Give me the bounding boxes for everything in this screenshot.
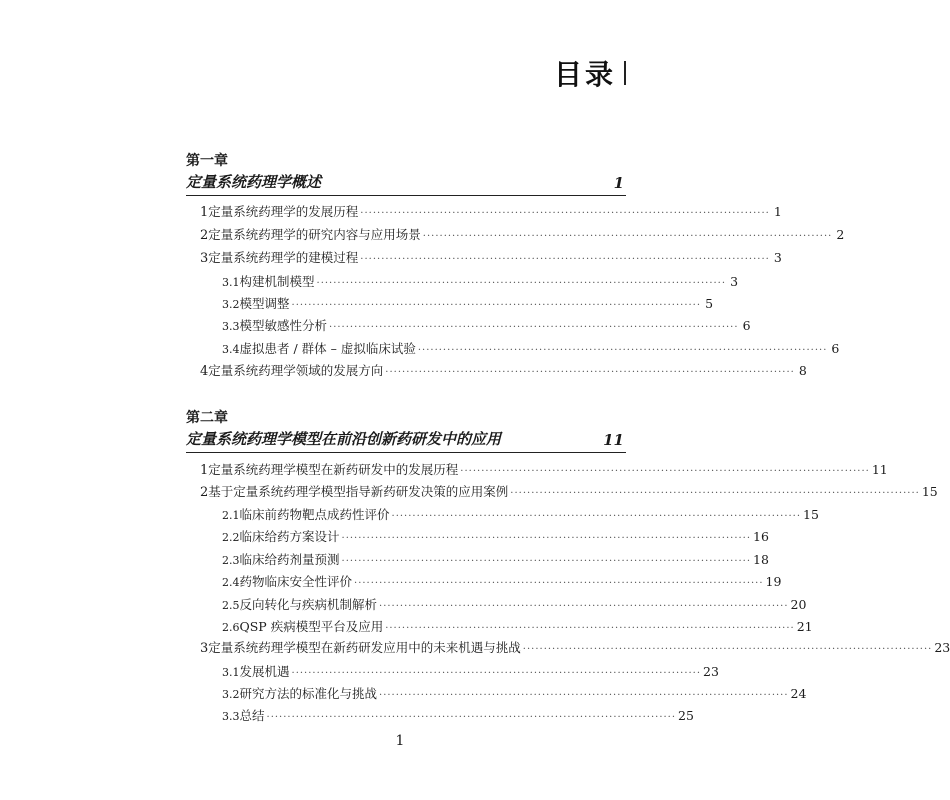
entry-number: 3 (200, 641, 209, 656)
entry-page: 19 (765, 574, 782, 589)
entry-text: 构建机制模型 (239, 274, 315, 289)
entry-page: 21 (796, 619, 813, 634)
entry-text: 模型敏感性分析 (239, 318, 328, 333)
toc-subentry[interactable] (222, 316, 751, 334)
entry-page: 24 (790, 686, 807, 701)
entry-text: 定量系统药理学的研究内容与应用场景 (208, 227, 421, 242)
chapter-1-header (186, 152, 626, 196)
dot-leader: ·································································································· (417, 345, 828, 356)
entry-number: 2 (200, 485, 209, 500)
entry-text: 模型调整 (239, 296, 290, 311)
dot-leader: ·································································································· (422, 231, 833, 242)
entry-number: 2.1 (222, 509, 240, 522)
entry-number: 2 (200, 228, 209, 243)
toc-entry[interactable] (200, 482, 938, 500)
dot-leader: ·································································································· (379, 601, 789, 612)
dot-leader: ·································································································· (379, 690, 789, 701)
toc-entry[interactable] (200, 638, 950, 656)
dot-leader: ·································································································· (360, 208, 770, 219)
toc-entry[interactable] (200, 460, 888, 478)
entry-page: 3 (773, 250, 782, 265)
chapter-label: 第一章 (186, 153, 228, 169)
dot-leader: ·································································································· (329, 322, 739, 333)
entry-number: 2.3 (222, 554, 240, 567)
entry-page: 6 (831, 341, 840, 356)
dot-leader: ·································································································· (460, 466, 870, 477)
dot-leader: ·································································································· (385, 367, 795, 378)
toc-heading (554, 53, 626, 93)
dot-leader: ·································································································· (341, 556, 752, 567)
dot-leader: ·································································································· (291, 300, 702, 311)
toc-subentry[interactable] (222, 294, 714, 312)
toc-subentry[interactable] (222, 339, 840, 357)
entry-number: 2.5 (222, 599, 240, 612)
toc-subentry[interactable] (222, 684, 807, 702)
entry-page: 2 (836, 227, 845, 242)
entry-page: 20 (790, 597, 807, 612)
toc-entry[interactable] (200, 361, 807, 379)
entry-page: 15 (921, 484, 938, 499)
toc-subentry[interactable] (222, 527, 769, 545)
entry-text: 药物临床安全性评价 (239, 574, 353, 589)
entry-number: 3 (200, 251, 209, 266)
entry-page: 23 (703, 664, 719, 679)
entry-page: 25 (678, 708, 694, 723)
entry-number: 2.4 (222, 576, 240, 589)
dot-leader: ·································································································· (360, 254, 770, 265)
chapter-page: 11 (603, 431, 624, 449)
entry-page: 16 (753, 529, 769, 544)
chapter-title-row[interactable] (186, 171, 626, 196)
entry-number: 3.1 (222, 666, 240, 679)
dot-leader: ·································································································· (510, 488, 920, 499)
chapter-title-row[interactable] (186, 428, 626, 453)
entry-text: 定量系统药理学模型在新药研发中的发展历程 (208, 462, 459, 477)
toc-subentry[interactable] (222, 595, 807, 613)
entry-number: 3.2 (222, 298, 240, 311)
toc-subentry[interactable] (222, 662, 719, 680)
entry-text: 定量系统药理学模型在新药研发应用中的未来机遇与挑战 (208, 640, 521, 655)
entry-number: 4 (200, 364, 209, 379)
dot-leader: ·································································································· (354, 578, 764, 589)
entry-page: 8 (798, 363, 807, 378)
toc-subentry[interactable] (222, 572, 782, 590)
dot-leader: ·································································································· (385, 623, 795, 634)
entry-number: 3.3 (222, 710, 240, 723)
dot-leader: ·································································································· (522, 644, 933, 655)
entry-text: 定量系统药理学的建模过程 (208, 250, 359, 265)
dot-leader: ·································································································· (341, 533, 752, 544)
dot-leader: ·································································································· (316, 278, 727, 289)
chapter-label: 第二章 (186, 410, 228, 426)
title-divider (624, 61, 626, 85)
entry-text: 临床前药物靶点成药性评价 (239, 507, 390, 522)
entry-page: 18 (753, 552, 769, 567)
entry-text: 虚拟患者 / 群体 – 虚拟临床试验 (239, 341, 416, 356)
dot-leader: ·································································································· (266, 712, 677, 723)
chapter-title: 定量系统药理学概述 (186, 173, 322, 191)
entry-page: 5 (705, 296, 714, 311)
entry-text: 总结 (239, 708, 265, 723)
entry-text: 基于定量系统药理学模型指导新药研发决策的应用案例 (208, 484, 509, 499)
entry-number: 2.2 (222, 531, 240, 544)
entry-text: QSP 疾病模型平台及应用 (239, 619, 384, 634)
entry-page: 15 (803, 507, 819, 522)
entry-number: 2.6 (222, 621, 240, 634)
entry-text: 发展机遇 (239, 664, 290, 679)
entry-number: 1 (200, 463, 209, 478)
toc-subentry[interactable] (222, 550, 769, 568)
toc-entry[interactable] (200, 225, 845, 243)
entry-page: 1 (773, 204, 782, 219)
chapter-page: 1 (613, 174, 624, 192)
chapter-title: 定量系统药理学模型在前沿创新药研发中的应用 (186, 430, 502, 448)
entry-number: 3.2 (222, 688, 240, 701)
entry-text: 研究方法的标准化与挑战 (239, 686, 378, 701)
page-number: 1 (395, 733, 405, 749)
entry-number: 3.3 (222, 320, 240, 333)
toc-subentry[interactable] (222, 272, 739, 290)
toc-entry[interactable] (200, 202, 782, 220)
entry-page: 11 (871, 462, 888, 477)
entry-text: 临床给药方案设计 (239, 529, 340, 544)
toc-subentry[interactable] (222, 706, 694, 724)
dot-leader: ·································································································· (391, 511, 802, 522)
chapter-2-header (186, 409, 626, 453)
entry-text: 定量系统药理学的发展历程 (208, 204, 359, 219)
toc-subentry[interactable] (222, 617, 813, 635)
toc-entry[interactable] (200, 248, 782, 266)
entry-number: 3.4 (222, 343, 240, 356)
entry-page: 3 (730, 274, 739, 289)
entry-page: 6 (742, 318, 751, 333)
entry-text: 临床给药剂量预测 (239, 552, 340, 567)
entry-number: 1 (200, 205, 209, 220)
entry-text: 定量系统药理学领域的发展方向 (208, 363, 384, 378)
dot-leader: ·································································································· (291, 668, 702, 679)
entry-text: 反向转化与疾病机制解析 (239, 597, 378, 612)
entry-number: 3.1 (222, 276, 240, 289)
toc-title-text: 目录 (554, 58, 617, 91)
entry-page: 23 (934, 640, 950, 655)
toc-subentry[interactable] (222, 505, 819, 523)
